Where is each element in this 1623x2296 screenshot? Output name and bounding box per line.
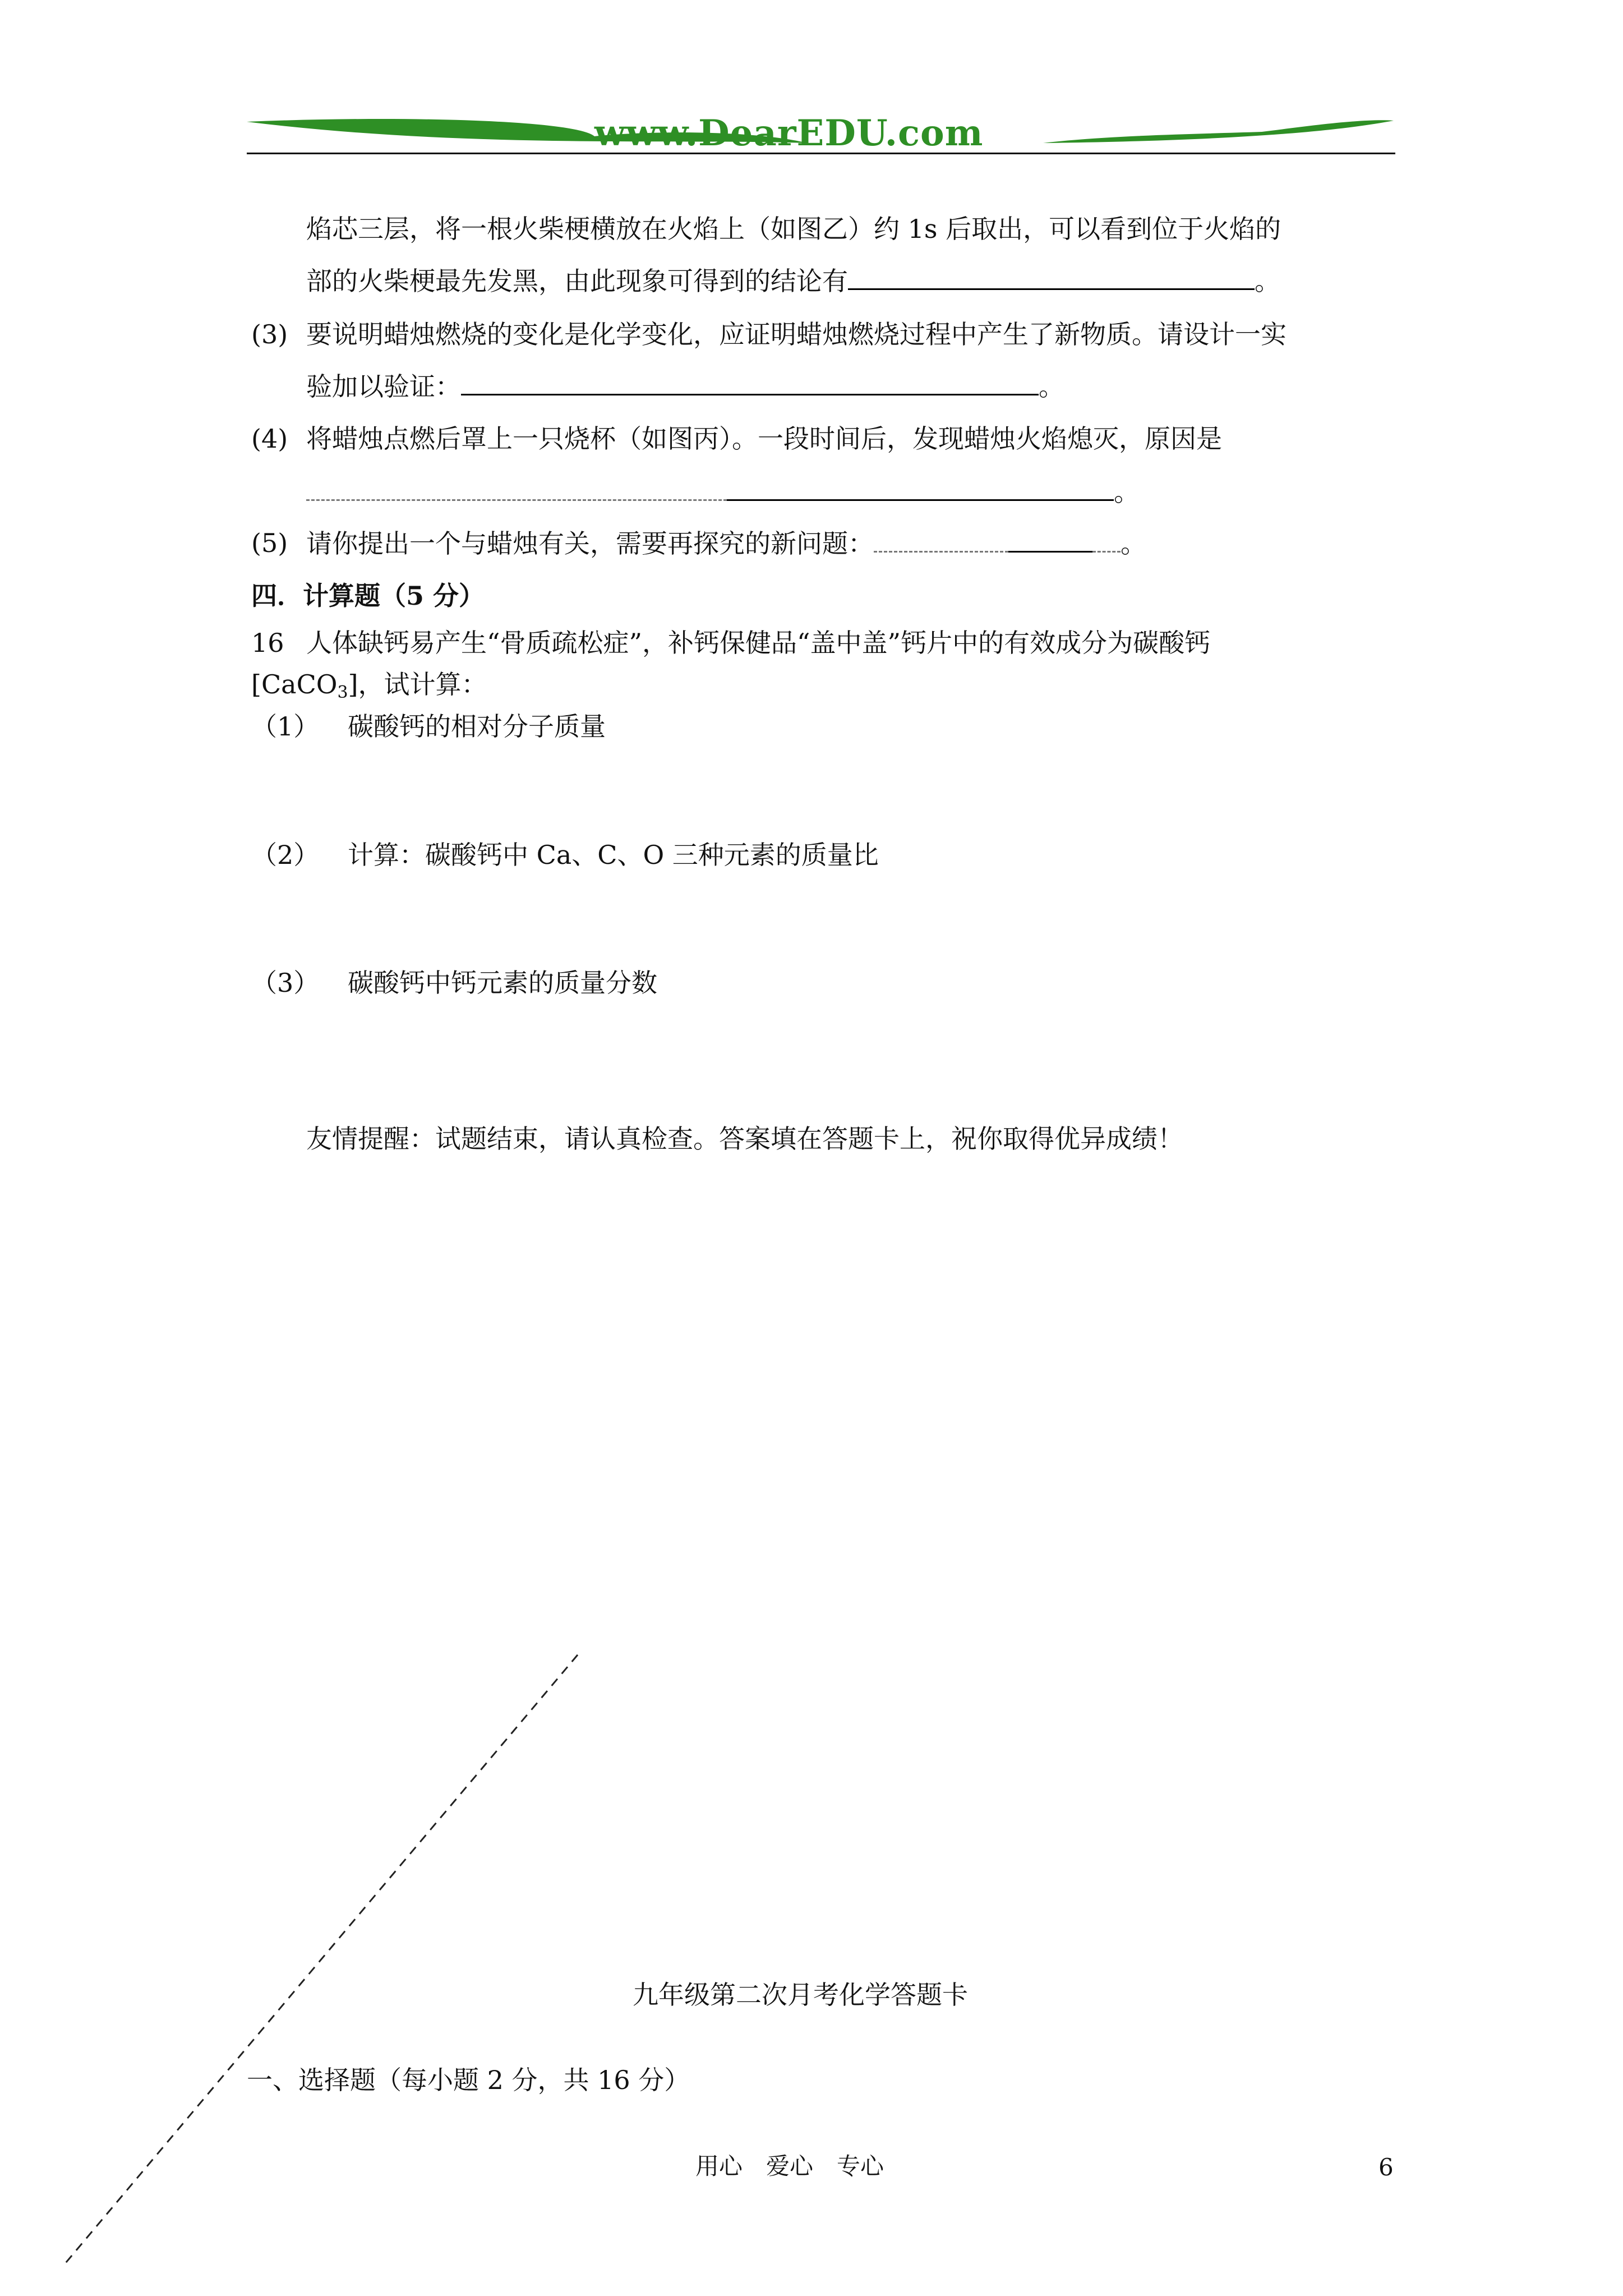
sub-question-2-number: （2） (251, 840, 320, 870)
new-question-blank-dashed[interactable] (874, 526, 1008, 553)
question-5-end: 。 (1121, 528, 1146, 559)
sub-question-1-number: （1） (251, 711, 320, 742)
conclusion-blank[interactable] (848, 264, 1255, 290)
question-5-number: (5) (251, 528, 288, 558)
question-5-prompt: 请你提出一个与蜡烛有关，需要再探究的新问题： (306, 528, 874, 559)
question-16-number: 16 (251, 628, 284, 658)
question-16-formula-line (251, 668, 487, 710)
formula-suffix: ]，试计算： (348, 669, 487, 700)
formula-prefix: [CaCO (251, 669, 338, 700)
reason-blank-dashed[interactable] (306, 475, 727, 501)
reason-blank[interactable] (727, 475, 1114, 501)
question-4-text: 将蜡烛点燃后罩上一只烧杯（如图丙）。一段时间后，发现蜡烛火焰熄灭，原因是 (306, 424, 1222, 454)
question-3-number: (3) (251, 319, 288, 349)
question-4-continuation (306, 475, 1140, 509)
footer-motto: 用心 爱心 专心 (695, 2152, 884, 2180)
formula-subscript: 3 (337, 683, 348, 702)
experiment-blank[interactable] (461, 369, 1039, 395)
friendly-reminder: 友情提醒：试题结束，请认真检查。答案填在答题卡上，祝你取得优异成绩！ (306, 1124, 1183, 1154)
question-16-text: 人体缺钙易产生“骨质疏松症”，补钙保健品“盖中盖”钙片中的有效成分为碳酸钙 (306, 628, 1211, 658)
cut-line-stroke (63, 1655, 578, 2266)
question-5-text (306, 526, 1146, 560)
answer-card-section-1: 一、选择题（每小题 2 分，共 16 分） (247, 2065, 690, 2095)
question-3-cont-text: 验加以验证： (306, 371, 461, 402)
section-4-title: 四．计算题（5 分） (251, 581, 485, 611)
sub-question-2-text: 计算：碳酸钙中 Ca、C、O 三种元素的质量比 (348, 840, 879, 870)
question-4-number: (4) (251, 424, 288, 454)
new-question-blank[interactable] (1008, 526, 1092, 553)
right-swoosh-shape (1043, 120, 1394, 143)
paragraph-line-2 (306, 264, 1280, 298)
cut-line (56, 1649, 589, 2272)
header-logo-text: www.DearEDU.com (594, 112, 984, 154)
new-question-blank-tail[interactable] (1092, 526, 1121, 553)
line-2-end: 。 (1255, 266, 1280, 296)
header-rule (247, 153, 1395, 154)
paragraph-line-1: 焰芯三层，将一根火柴梗横放在火焰上（如图乙）约 1s 后取出，可以看到位于火焰的 (306, 214, 1281, 244)
question-3-continuation (306, 369, 1064, 403)
sub-question-3-number: （3） (251, 968, 320, 998)
sub-question-3-text: 碳酸钙中钙元素的质量分数 (348, 968, 657, 998)
page-number: 6 (1378, 2154, 1394, 2181)
line-2-text: 部的火柴梗最先发黑，由此现象可得到的结论有 (306, 266, 848, 296)
question-4-end: 。 (1114, 477, 1140, 507)
question-3-end: 。 (1039, 371, 1064, 402)
answer-card-title: 九年级第二次月考化学答题卡 (633, 1980, 968, 2010)
sub-question-1-text: 碳酸钙的相对分子质量 (348, 711, 606, 742)
question-3-text: 要说明蜡烛燃烧的变化是化学变化，应证明蜡烛燃烧过程中产生了新物质。请设计一实 (306, 319, 1287, 349)
